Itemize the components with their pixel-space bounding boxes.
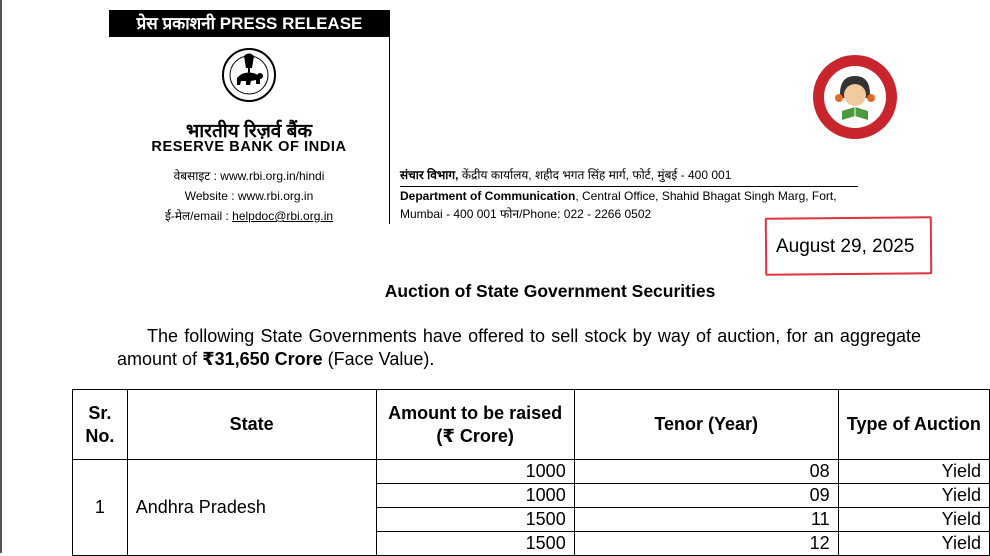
auction-type-cell: Yield: [838, 484, 989, 508]
amount-cell: 1000: [376, 484, 574, 508]
tenor-cell: 08: [574, 460, 838, 484]
website-link[interactable]: Website : www.rbi.org.in: [184, 189, 314, 203]
table-row: [73, 460, 990, 484]
header-state: State: [127, 390, 376, 460]
sr-no-cell: 1: [73, 460, 128, 556]
email-line: [109, 207, 389, 224]
table-header-row: [73, 390, 990, 460]
page-left-border: [0, 0, 2, 553]
bank-name-english: RESERVE BANK OF INDIA: [151, 139, 347, 155]
amount-cell: 1500: [376, 508, 574, 532]
department-line-hindi: संचार विभाग, केंद्रीय कार्यालय, शहीद भगत सिंह मार्ग, फोर्ट, मुंबई - 400 001: [400, 166, 858, 187]
press-release-banner: प्रेस प्रकाशनी PRESS RELEASE: [109, 10, 390, 37]
intro-paragraph: The following State Governments have offered to sell stock by way of auction, for an aggregate amount of ₹31,650 Crore (Face Value).: [117, 326, 921, 369]
auction-type-cell: Yield: [838, 532, 989, 556]
page-title: Auction of State Government Securities: [384, 281, 716, 301]
rbi-header: [109, 37, 390, 224]
tenor-cell: 11: [574, 508, 838, 532]
state-cell: Andhra Pradesh: [127, 460, 376, 556]
website-hindi: वेबसाइट : www.rbi.org.in/hindi: [173, 169, 325, 183]
department-line-english: Department of Communication, Central Office, Shahid Bhagat Singh Marg, Fort,: [400, 189, 837, 203]
auction-type-cell: Yield: [838, 460, 989, 484]
department-address: [400, 166, 858, 223]
header-sr-no: Sr. No.: [73, 390, 128, 460]
email-link[interactable]: helpdoc@rbi.org.in: [232, 209, 334, 223]
bank-name-hindi: भारतीय रिज़र्व बैंक: [185, 121, 313, 142]
email-label: ई-मेल/email :: [164, 209, 233, 223]
amount-cell: 1000: [376, 460, 574, 484]
tenor-cell: 09: [574, 484, 838, 508]
release-date: August 29, 2025: [776, 236, 915, 257]
auction-type-cell: Yield: [838, 508, 989, 532]
amount-cell: 1500: [376, 532, 574, 556]
beti-bachao-logo-icon: [812, 54, 898, 140]
tenor-cell: 12: [574, 532, 838, 556]
header-tenor: Tenor (Year): [574, 390, 838, 460]
rbi-emblem-icon: [221, 47, 277, 103]
auction-table: [72, 389, 990, 556]
header-amount: Amount to be raised (₹ Crore): [376, 390, 574, 460]
header-auction-type: Type of Auction: [838, 390, 989, 460]
department-phone-line: Mumbai - 400 001 फोन/Phone: 022 - 2266 0502: [400, 207, 652, 221]
aggregate-amount: ₹31,650 Crore: [202, 349, 323, 369]
